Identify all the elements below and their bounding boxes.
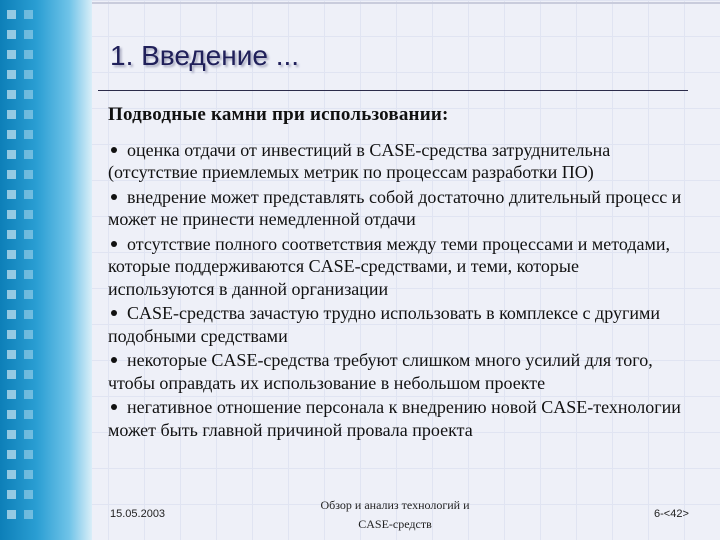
left-decorative-strip [0,0,92,540]
bullet-icon [111,310,117,316]
slide-content [108,104,688,443]
top-divider [92,2,720,4]
footer-date: 15.05.2003 [110,508,166,520]
list-item-text: отсутствие полного соответствия между теми процессами и методами, которые поддерживаются CASE-средствами, и теми, которые используются в данной организации [108,233,671,299]
list-item-text: некоторые CASE-средства требуют слишком много усилий для того, чтобы оправдать их использование в небольшом проекте [108,350,653,393]
list-item [108,349,688,394]
bullet-icon [111,404,117,410]
list-item [108,233,688,301]
list-item-text: оценка отдачи от инвестиций в CASE-средства затруднительна (отсутствие приемлемых метрик по процессам разработки ПО) [108,139,611,182]
list-item [108,302,688,347]
bullet-icon [111,147,117,153]
footer-title [290,496,500,534]
content-heading: Подводные камни при использовании: [108,104,449,125]
slide-title: 1. Введение ... [110,40,300,71]
bullet-icon [111,241,117,247]
list-item-text: внедрение может представлять собой достаточно длительный процесс и может не принести немедленной отдачи [108,186,682,229]
footer-title-line: Обзор и анализ технологий и [320,498,470,512]
list-item-text: негативное отношение персонала к внедрению новой CASE-технологии может быть главной причиной провала проекта [108,397,681,440]
footer-title-line: CASE-средств [358,517,432,531]
list-item-text: CASE-средства зачастую трудно использовать в комплексе с другими подобными средствами [108,303,661,346]
list-item [108,186,688,231]
list-item [108,396,688,441]
title-underline [98,90,688,91]
list-item [108,139,688,184]
bullet-icon [111,357,117,363]
bullet-icon [111,194,117,200]
footer-page-number: 6-<42> [654,508,689,520]
